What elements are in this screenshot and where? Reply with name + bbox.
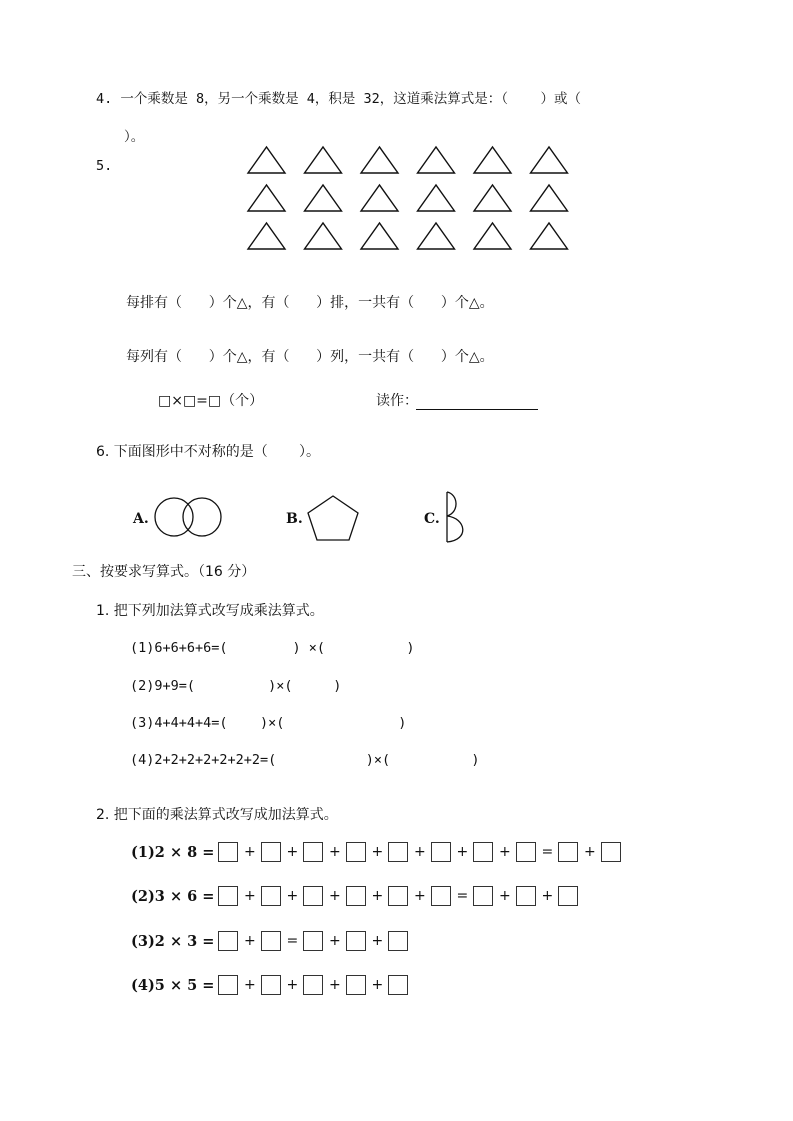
plus-sign: + (499, 888, 511, 904)
answer-box[interactable] (346, 975, 366, 995)
equals-sign: = (286, 933, 299, 949)
q5-read-answer-line[interactable] (416, 409, 538, 410)
equals-sign: = (456, 888, 469, 904)
plus-sign: + (499, 844, 511, 860)
q6-option-c-label: C. (424, 511, 440, 527)
pentagon-icon (306, 494, 366, 544)
sub2-expression-label: (3)2 × 3 = (131, 933, 215, 950)
plus-sign: + (286, 888, 299, 904)
answer-box[interactable] (261, 842, 281, 862)
section3-sub1-title: 1. 把下列加法算式改写成乘法算式。 (96, 603, 324, 619)
q5-formula: □×□=□（个） (158, 393, 264, 409)
q5-col-sentence: 每列有（ ）个△，有（ ）列，一共有（ ）个△。 (126, 349, 494, 365)
plus-sign: + (414, 844, 426, 860)
plus-sign: + (244, 977, 256, 993)
answer-box[interactable] (388, 842, 408, 862)
half-b-shape-icon (444, 490, 476, 546)
q5-read-label: 读作： (376, 393, 418, 409)
triangle-icon (248, 223, 285, 249)
answer-box[interactable] (303, 931, 323, 951)
sub1-item-3: (3)4+4+4+4=( )×( ) (130, 715, 407, 731)
section3-sub2-title: 2. 把下面的乘法算式改写成加法算式。 (96, 807, 338, 823)
q4-line2: ）。 (124, 129, 145, 145)
triangle-icon (305, 147, 342, 173)
answer-box[interactable] (218, 975, 238, 995)
answer-box[interactable] (388, 886, 408, 906)
answer-box[interactable] (261, 931, 281, 951)
plus-sign: + (244, 888, 256, 904)
plus-sign: + (414, 888, 426, 904)
triangle-icon (361, 185, 398, 211)
triangle-icon (418, 147, 455, 173)
answer-box[interactable] (388, 931, 408, 951)
plus-sign: + (584, 844, 596, 860)
equals-sign: = (541, 844, 554, 860)
plus-sign: + (371, 977, 384, 993)
answer-box[interactable] (431, 842, 451, 862)
answer-box[interactable] (218, 931, 238, 951)
plus-sign: + (286, 977, 299, 993)
sub2-expression-label: (4)5 × 5 = (131, 977, 215, 994)
triangle-icon (531, 223, 568, 249)
triangle-grid (0, 0, 793, 260)
triangle-icon (531, 185, 568, 211)
q5-number: 5. (96, 158, 113, 174)
sub2-expression-label: (2)3 × 6 = (131, 888, 215, 905)
sub1-item-1: (1)6+6+6+6=( ) ×( ) (130, 640, 415, 656)
plus-sign: + (286, 844, 299, 860)
answer-box[interactable] (346, 842, 366, 862)
triangle-icon (248, 185, 285, 211)
plus-sign: + (329, 933, 341, 949)
triangle-icon (305, 185, 342, 211)
q6-question: 6. 下面图形中不对称的是（ ）。 (96, 444, 320, 460)
plus-sign: + (244, 844, 256, 860)
q6-option-b-label: B. (286, 511, 303, 527)
q5-row-sentence: 每排有（ ）个△，有（ ）排，一共有（ ）个△。 (126, 295, 494, 311)
plus-sign: + (329, 844, 341, 860)
answer-box[interactable] (558, 886, 578, 906)
q4-line1: 4. 一个乘数是 8，另一个乘数是 4，积是 32，这道乘法算式是：（ ）或（ (96, 91, 582, 107)
triangle-icon (361, 223, 398, 249)
answer-box[interactable] (261, 886, 281, 906)
plus-sign: + (371, 844, 384, 860)
triangle-icon (531, 147, 568, 173)
plus-sign: + (541, 888, 554, 904)
triangle-icon (418, 185, 455, 211)
answer-box[interactable] (388, 975, 408, 995)
q6-option-a-label: A. (133, 511, 149, 527)
triangle-icon (474, 223, 511, 249)
answer-box[interactable] (346, 886, 366, 906)
answer-box[interactable] (558, 842, 578, 862)
triangle-icon (361, 147, 398, 173)
triangle-icon (418, 223, 455, 249)
answer-box[interactable] (346, 931, 366, 951)
answer-box[interactable] (516, 886, 536, 906)
section3-title: 三、按要求写算式。（16 分） (72, 564, 256, 580)
answer-box[interactable] (303, 886, 323, 906)
sub1-item-4: (4)2+2+2+2+2+2+2=( )×( ) (130, 752, 480, 768)
answer-box[interactable] (261, 975, 281, 995)
answer-box[interactable] (473, 886, 493, 906)
answer-box[interactable] (431, 886, 451, 906)
plus-sign: + (329, 977, 341, 993)
plus-sign: + (329, 888, 341, 904)
plus-sign: + (371, 933, 384, 949)
triangle-icon (474, 147, 511, 173)
triangle-icon (474, 185, 511, 211)
answer-box[interactable] (303, 842, 323, 862)
answer-box[interactable] (218, 842, 238, 862)
plus-sign: + (244, 933, 256, 949)
plus-sign: + (371, 888, 384, 904)
two-overlapping-circles-icon (154, 495, 226, 541)
answer-box[interactable] (303, 975, 323, 995)
sub1-item-2: (2)9+9=( )×( ) (130, 678, 342, 694)
answer-box[interactable] (218, 886, 238, 906)
plus-sign: + (456, 844, 469, 860)
triangle-icon (248, 147, 285, 173)
sub2-expression-label: (1)2 × 8 = (131, 844, 215, 861)
answer-box[interactable] (601, 842, 621, 862)
answer-box[interactable] (516, 842, 536, 862)
triangle-icon (305, 223, 342, 249)
answer-box[interactable] (473, 842, 493, 862)
